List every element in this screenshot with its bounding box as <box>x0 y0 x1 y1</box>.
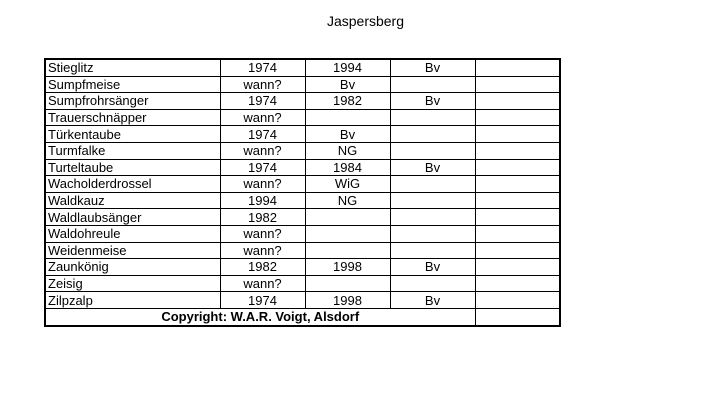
status-cell: Bv <box>390 292 475 309</box>
notes-cell <box>475 242 560 259</box>
second-value-cell: 1984 <box>305 159 390 176</box>
footer-row <box>45 308 560 325</box>
table-row <box>45 76 560 93</box>
status-cell: Bv <box>390 259 475 276</box>
status-cell <box>390 192 475 209</box>
second-value-cell <box>305 209 390 226</box>
table-row <box>45 176 560 193</box>
bird-name-cell: Waldkauz <box>45 192 220 209</box>
table-row <box>45 209 560 226</box>
first-year-cell: wann? <box>220 275 305 292</box>
first-year-cell: 1974 <box>220 159 305 176</box>
bird-name-cell: Turteltaube <box>45 159 220 176</box>
bird-name-cell: Waldlaubsänger <box>45 209 220 226</box>
second-value-cell: NG <box>305 142 390 159</box>
status-cell <box>390 242 475 259</box>
first-year-cell: wann? <box>220 76 305 93</box>
notes-cell <box>475 126 560 143</box>
notes-cell <box>475 225 560 242</box>
first-year-cell: wann? <box>220 225 305 242</box>
first-year-cell: wann? <box>220 142 305 159</box>
first-year-cell: 1994 <box>220 192 305 209</box>
status-cell <box>390 76 475 93</box>
table-row <box>45 275 560 292</box>
second-value-cell: 1982 <box>305 93 390 110</box>
notes-cell <box>475 176 560 193</box>
second-value-cell: 1998 <box>305 292 390 309</box>
second-value-cell <box>305 109 390 126</box>
bird-name-cell: Zilpzalp <box>45 292 220 309</box>
notes-cell <box>475 259 560 276</box>
notes-cell <box>475 59 560 76</box>
status-cell <box>390 176 475 193</box>
notes-cell <box>475 292 560 309</box>
status-cell <box>390 126 475 143</box>
status-cell <box>390 109 475 126</box>
second-value-cell: NG <box>305 192 390 209</box>
first-year-cell: 1974 <box>220 292 305 309</box>
notes-cell <box>475 192 560 209</box>
status-cell <box>390 225 475 242</box>
second-value-cell: Bv <box>305 76 390 93</box>
bird-name-cell: Zeisig <box>45 275 220 292</box>
notes-cell <box>475 275 560 292</box>
table-row <box>45 192 560 209</box>
notes-cell <box>475 76 560 93</box>
first-year-cell: 1974 <box>220 93 305 110</box>
bird-name-cell: Sumpfmeise <box>45 76 220 93</box>
bird-name-cell: Waldohreule <box>45 225 220 242</box>
bird-name-cell: Sumpfrohrsänger <box>45 93 220 110</box>
second-value-cell <box>305 275 390 292</box>
bird-name-cell: Wacholderdrossel <box>45 176 220 193</box>
first-year-cell: 1974 <box>220 59 305 76</box>
first-year-cell: wann? <box>220 242 305 259</box>
first-year-cell: wann? <box>220 109 305 126</box>
bird-name-cell: Stieglitz <box>45 59 220 76</box>
bird-table-body <box>45 59 560 308</box>
table-row <box>45 109 560 126</box>
table-row <box>45 59 560 76</box>
status-cell <box>390 142 475 159</box>
bird-name-cell: Weidenmeise <box>45 242 220 259</box>
first-year-cell: 1982 <box>220 209 305 226</box>
notes-cell <box>475 209 560 226</box>
bird-name-cell: Trauerschnäpper <box>45 109 220 126</box>
second-value-cell: WiG <box>305 176 390 193</box>
table-row <box>45 292 560 309</box>
table-row <box>45 93 560 110</box>
status-cell: Bv <box>390 93 475 110</box>
notes-cell <box>475 142 560 159</box>
table-row <box>45 126 560 143</box>
second-value-cell: Bv <box>305 126 390 143</box>
second-value-cell: 1994 <box>305 59 390 76</box>
page-title: Jaspersberg <box>326 13 405 29</box>
first-year-cell: 1974 <box>220 126 305 143</box>
bird-table <box>44 58 561 327</box>
second-value-cell <box>305 225 390 242</box>
copyright-text: Copyright: W.A.R. Voigt, Alsdorf <box>45 308 475 325</box>
bird-name-cell: Türkentaube <box>45 126 220 143</box>
notes-cell <box>475 109 560 126</box>
table-row <box>45 159 560 176</box>
bird-name-cell: Turmfalke <box>45 142 220 159</box>
table-row <box>45 259 560 276</box>
status-cell: Bv <box>390 159 475 176</box>
notes-cell <box>475 159 560 176</box>
footer-empty-cell <box>475 308 560 325</box>
status-cell <box>390 209 475 226</box>
table-row <box>45 142 560 159</box>
status-cell <box>390 275 475 292</box>
status-cell: Bv <box>390 59 475 76</box>
first-year-cell: 1982 <box>220 259 305 276</box>
first-year-cell: wann? <box>220 176 305 193</box>
second-value-cell <box>305 242 390 259</box>
bird-name-cell: Zaunkönig <box>45 259 220 276</box>
table-row <box>45 225 560 242</box>
notes-cell <box>475 93 560 110</box>
second-value-cell: 1998 <box>305 259 390 276</box>
table-row <box>45 242 560 259</box>
